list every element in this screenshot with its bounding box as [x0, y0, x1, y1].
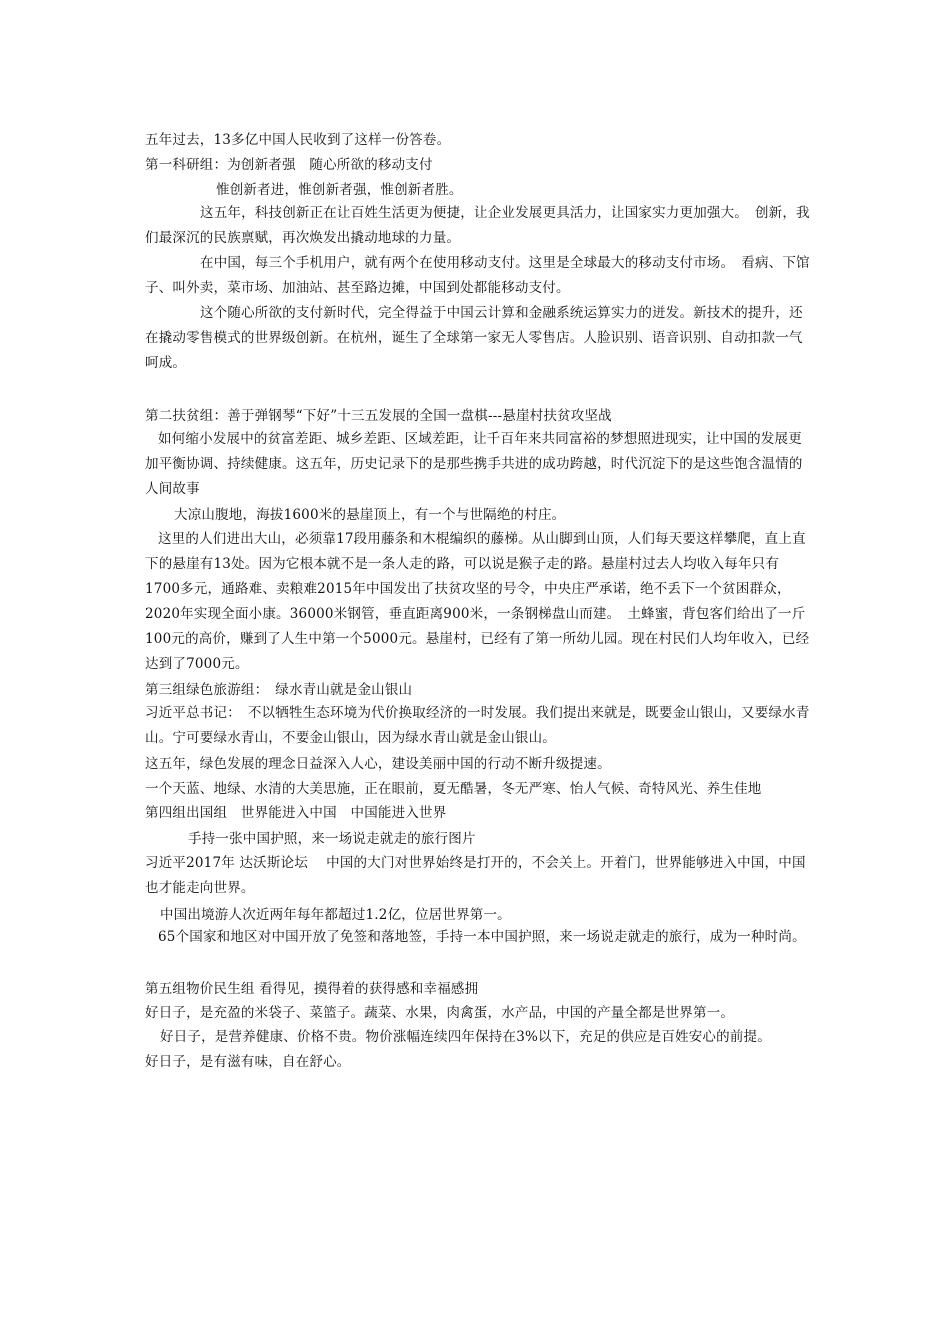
section-heading-green: 第三组绿色旅游组： 绿水青山就是金山银山 — [145, 682, 413, 698]
paragraph-retail: 这个随心所欲的支付新时代，完全得益于中国云计算和金融系统运算实力的迸发。新技术的提升，还在撬动零售模式的世界级创新。在杭州，诞生了全球第一家无人零售店。人脸识别、语音识别、自动扣款一气呵成。 — [145, 305, 803, 371]
intro-line: 五年过去，13多亿中国人民收到了这样一份答卷。 — [145, 132, 451, 148]
passport-line: 手持一张中国护照，来一场说走就走的旅行图片 — [188, 831, 476, 847]
section-heading-livelihood: 第五组物价民生组 看得见，摸得着的获得感和幸福感拥 — [145, 981, 479, 997]
green-development-line: 这五年，绿色发展的理念日益深入人心，建设美丽中国的行动不断升级提速。 — [145, 756, 611, 772]
paragraph-cliff-village: 这里的人们进出大山，必须靠17段用藤条和木棍编织的藤梯。从山脚到山顶，人们每天要这样攀爬，直上直下的悬崖有13处。因为它根本就不是一条人走的路，可以说是猴子走的路。悬崖村过去人均收入每年只有1700多元，通路难、卖粮难2015年中国发出了扶贫攻坚的号令，中央庄严承诺，绝不丢下一个贫困群众，2020年实现全面小康。36000米钢管，垂直距离900米，一条钢梯盘山而建。 土蜂蜜，背包客们给出了一斤100元的高价，赚到了人生中第一个5000元。悬崖村，已经有了第一所幼儿园。现在村民们人均年收入，已经达到了7000元。 — [145, 531, 810, 672]
paragraph-poverty-intro: 如何缩小发展中的贫富差距、城乡差距、区域差距，让千百年来共同富裕的梦想照进现实，让中国的发展更加平衡协调、持续健康。这五年，历史记录下的是那些携手共进的成功跨越，时代沉淀下的是这些饱含温情的人间故事 — [145, 431, 803, 497]
section-heading-travel: 第四组出国组 世界能进入中国 中国能进入世界 — [145, 805, 447, 821]
paragraph-mobile-payment: 在中国，每三个手机用户，就有两个在使用移动支付。这里是全球最大的移动支付市场。 看病、下馆子、叫外卖，菜市场、加油站、甚至路边摊，中国到处都能移动支付。 — [145, 255, 810, 296]
section-heading-poverty: 第二扶贫组：善于弹钢琴“下好”十三五发展的全国一盘棋---悬崖村扶贫攻坚战 — [145, 408, 612, 424]
good-life-line-3: 好日子，是有滋有味，自在舒心。 — [145, 1054, 351, 1070]
paragraph-davos: 习近平2017年 达沃斯论坛 中国的大门对世界始终是打开的，不会关上。开着门，世界能够进入中国，中国也才能走向世界。 — [145, 855, 806, 896]
motto-line: 惟创新者进，惟创新者强，惟创新者胜。 — [216, 182, 463, 198]
paragraph-xi-green-quote: 习近平总书记： 不以牺牲生态环境为代价换取经济的一时发展。我们提出来就是，既要金山银山，又要绿水青山。宁可要绿水青山，不要金山银山，因为绿水青山就是金山银山。 — [145, 705, 810, 746]
scenery-line: 一个天蓝、地绿、水清的大美思施，正在眼前，夏无酷暑，冬无严寒、怡人气候、奇特风光、养生佳地 — [145, 781, 762, 797]
good-life-line-2: 好日子，是营养健康、价格不贵。物价涨幅连续四年保持在3%以下，充足的供应是百姓安心的前提。 — [160, 1029, 771, 1045]
outbound-travel-line: 中国出境游人次近两年每年都超过1.2亿，位居世界第一。 — [160, 907, 511, 923]
village-intro-line: 大凉山腹地，海拔1600米的悬崖顶上，有一个与世隔绝的村庄。 — [174, 507, 566, 523]
good-life-line-1: 好日子，是充盈的米袋子、菜篮子。蔬菜、水果，肉禽蛋，水产品，中国的产量全都是世界第一。 — [145, 1005, 735, 1021]
section-heading-research: 第一科研组：为创新者强 随心所欲的移动支付 — [145, 157, 433, 173]
paragraph-visa-free: 65个国家和地区对中国开放了免签和落地签，手持一本中国护照，来一场说走就走的旅行，成为一种时尚。 — [158, 929, 806, 945]
paragraph-innovation: 这五年，科技创新正在让百姓生活更为便捷，让企业发展更具活力，让国家实力更加强大。 创新，我们最深沉的民族禀赋，再次焕发出撬动地球的力量。 — [145, 205, 810, 246]
